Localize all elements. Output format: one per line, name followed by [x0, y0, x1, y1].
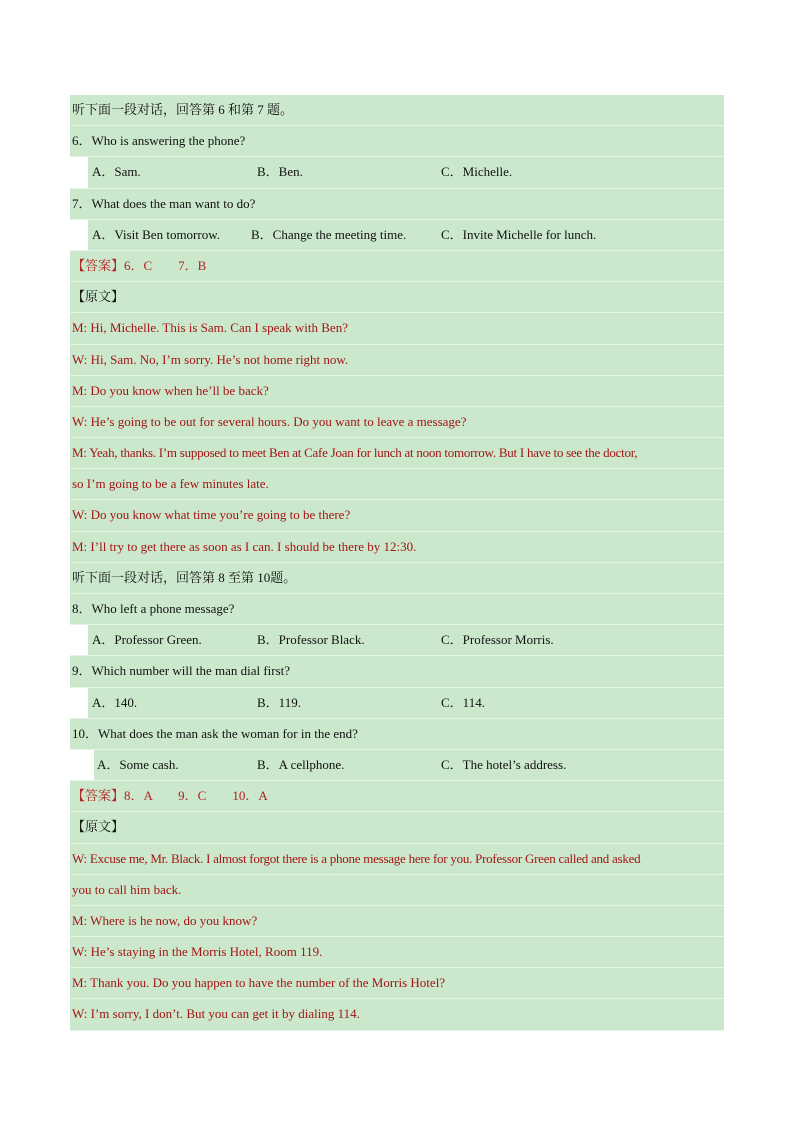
transcript-line: M: Do you know when he’ll be back? [70, 376, 724, 407]
option-c[interactable]: C．The hotel’s address. [441, 756, 567, 772]
transcript-line: W: Excuse me, Mr. Black. I almost forgot there is a phone message here for you. Professor Green called and asked [70, 844, 724, 875]
option-c[interactable]: C．114. [441, 694, 485, 710]
transcript-line: M: Yeah, thanks. I’m supposed to meet Ben at Cafe Joan for lunch at noon tomorrow. But I have to see the doctor, [70, 438, 724, 469]
option-a[interactable]: A．Sam. [92, 164, 141, 180]
transcript-line: W: I’m sorry, I don’t. But you can get it by dialing 114. [70, 999, 724, 1030]
transcript-line: W: He’s going to be out for several hours. Do you want to leave a message? [70, 407, 724, 438]
option-b[interactable]: B．Change the meeting time. [251, 226, 407, 242]
option-b[interactable]: B．Ben. [257, 164, 303, 180]
question-stem: 7．What does the man want to do? [70, 189, 724, 220]
transcript-label-row [70, 812, 724, 843]
question-options [70, 625, 724, 656]
transcript-line: so I’m going to be a few minutes late. [70, 469, 724, 500]
answer-line [70, 781, 724, 812]
question-options [70, 688, 724, 719]
answer-line [70, 251, 724, 282]
answer-text: 8．A 9．C 10．A [124, 788, 268, 804]
transcript-line: W: He’s staying in the Morris Hotel, Room 119. [70, 937, 724, 968]
question-stem: 10．What does the man ask the woman for in the end? [70, 719, 724, 750]
answer-label: 【答案】 [72, 788, 125, 804]
transcript-label: 【原文】 [72, 819, 125, 835]
answer-label: 【答案】 [72, 257, 125, 273]
option-a[interactable]: A．Some cash. [97, 756, 179, 772]
transcript-line: M: Hi, Michelle. This is Sam. Can I speak with Ben? [70, 313, 724, 344]
transcript-line: W: Do you know what time you’re going to be there? [70, 500, 724, 531]
option-b[interactable]: B．Professor Black. [257, 632, 365, 648]
option-b[interactable]: B．A cellphone. [257, 756, 345, 772]
option-c[interactable]: C．Professor Morris. [441, 632, 554, 648]
transcript-label: 【原文】 [72, 289, 125, 305]
option-b[interactable]: B．119. [257, 694, 301, 710]
question-options [70, 750, 724, 781]
transcript-line: M: I’ll try to get there as soon as I can. I should be there by 12:30. [70, 532, 724, 563]
option-a[interactable]: A．140. [92, 694, 138, 710]
transcript-line: M: Where is he now, do you know? [70, 906, 724, 937]
option-a[interactable]: A．Professor Green. [92, 632, 202, 648]
transcript-line: W: Hi, Sam. No, I’m sorry. He’s not home right now. [70, 345, 724, 376]
option-a[interactable]: A．Visit Ben tomorrow. [92, 226, 221, 242]
question-options [70, 157, 724, 188]
document-sheet [70, 95, 724, 1031]
transcript-label-row [70, 282, 724, 313]
question-stem: 8．Who left a phone message? [70, 594, 724, 625]
question-stem: 9．Which number will the man dial first? [70, 656, 724, 687]
answer-text: 6．C 7．B [124, 257, 207, 273]
transcript-line: M: Thank you. Do you happen to have the number of the Morris Hotel? [70, 968, 724, 999]
question-options [70, 220, 724, 251]
option-c[interactable]: C．Michelle. [441, 164, 513, 180]
section-instruction: 听下面一段对话，回答第 6 和第 7 题。 [70, 95, 724, 126]
option-c[interactable]: C．Invite Michelle for lunch. [441, 226, 597, 242]
transcript-line: you to call him back. [70, 875, 724, 906]
question-stem: 6．Who is answering the phone? [70, 126, 724, 157]
section-instruction: 听下面一段对话，回答第 8 至第 10题。 [70, 563, 724, 594]
